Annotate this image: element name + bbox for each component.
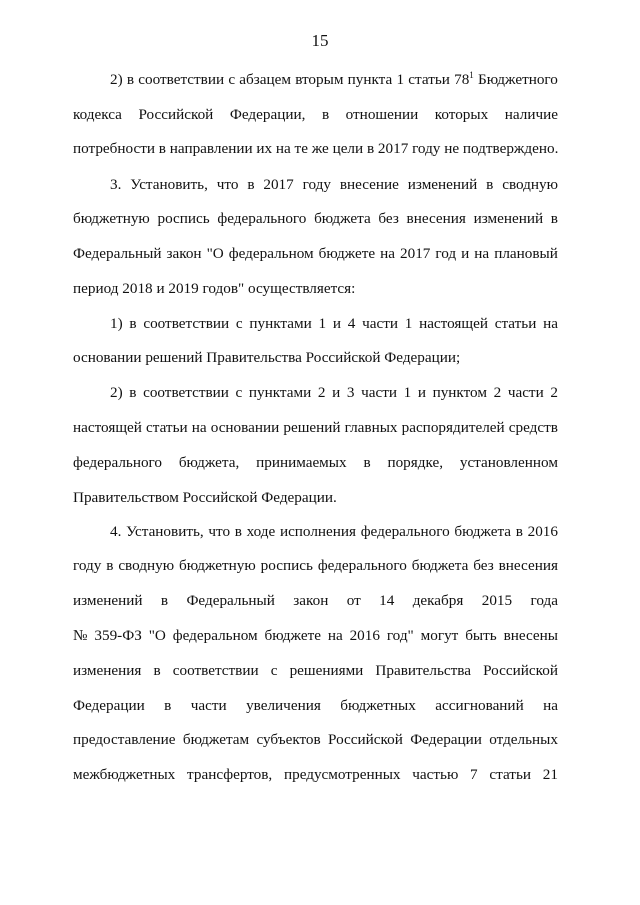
word: 2017 [400, 245, 431, 262]
word: закон [293, 592, 329, 609]
word: Правительства [375, 662, 471, 679]
word: в [129, 384, 137, 401]
word: Федерации [410, 731, 482, 748]
word: могут [420, 627, 459, 644]
word: с [228, 71, 236, 88]
word: статьи [489, 766, 531, 783]
word: быть [465, 627, 497, 644]
word: предусмотренных [283, 766, 401, 783]
text-line [73, 626, 558, 646]
word: год" [386, 627, 414, 644]
word: бюджетную [178, 557, 256, 574]
word: сводную [502, 176, 558, 193]
word: что [208, 523, 231, 540]
word: и [461, 245, 470, 262]
word: и [332, 384, 341, 401]
word: соответствии [138, 71, 225, 88]
word: частью [412, 766, 459, 783]
word: 1 [404, 315, 413, 332]
word: и [417, 384, 426, 401]
word: на [543, 315, 558, 332]
word: 2) [110, 384, 123, 401]
word: 2017 [263, 176, 294, 193]
text-line [73, 453, 558, 473]
word: пунктами [249, 315, 312, 332]
word: изменений [407, 176, 478, 193]
word: в [106, 557, 114, 574]
word: пунктами [248, 384, 312, 401]
word: изменений [73, 592, 143, 609]
word: трансфертов, [187, 766, 273, 783]
word: Российской [328, 731, 403, 748]
word: соответствии [143, 315, 230, 332]
word: пункта [347, 71, 393, 88]
word: увеличения [246, 697, 321, 714]
word: изменения [73, 662, 142, 679]
word: ходе [246, 523, 276, 540]
word: в [153, 662, 161, 679]
word: сводную [118, 557, 175, 574]
word: исполнения [279, 523, 357, 540]
text-line: Правительством Российской Федерации. [73, 489, 337, 506]
text-line [73, 730, 558, 750]
word: части [361, 384, 397, 401]
page-number: 15 [311, 31, 329, 50]
word: 14 [379, 592, 395, 609]
word: внесены [503, 627, 558, 644]
word: 21 [542, 766, 558, 783]
text-line [73, 105, 558, 125]
text-line [73, 591, 558, 611]
word: которых [434, 106, 489, 123]
word: Федерации, [229, 106, 306, 123]
word: части [190, 697, 227, 714]
word: 3 [346, 384, 355, 401]
word: соответствии [172, 662, 259, 679]
word: "О [206, 245, 224, 262]
word: части [362, 315, 398, 332]
word: статьи [408, 71, 450, 88]
word: на [380, 245, 395, 262]
word: распорядителей [401, 419, 505, 436]
text-line [110, 70, 558, 90]
word: Федеральный [73, 245, 162, 262]
text-line [110, 383, 558, 403]
word: в [126, 71, 135, 88]
word: бюджета, [178, 454, 240, 471]
word: федерального [217, 210, 307, 227]
word: 1 [396, 71, 405, 88]
word: 2016 [527, 523, 558, 540]
word: без [473, 557, 494, 574]
word: бюджетных [340, 697, 416, 714]
text-line [73, 244, 558, 264]
word: Федеральный [186, 592, 275, 609]
word: федеральном [172, 627, 258, 644]
word: 2 [317, 384, 326, 401]
word: в [486, 176, 494, 193]
word: вторым [295, 71, 344, 88]
word: бюджете [318, 245, 376, 262]
word: в [247, 176, 255, 193]
word: 359-ФЗ [94, 627, 142, 644]
word: федерального [360, 523, 450, 540]
word: бюджета [454, 523, 512, 540]
text-line [110, 175, 558, 195]
word: 1 [318, 315, 327, 332]
word: отдельных [489, 731, 558, 748]
word: от [346, 592, 361, 609]
word: в [234, 523, 242, 540]
word: 1 [403, 384, 412, 401]
word: в [363, 454, 371, 471]
word: "О [148, 627, 166, 644]
word: 2016 [349, 627, 380, 644]
word: основании [210, 419, 280, 436]
word: без [378, 210, 399, 227]
word: бюджета [314, 210, 371, 227]
text-line [73, 556, 558, 576]
word: роспись [260, 557, 313, 574]
text-line [110, 522, 558, 542]
word: в [129, 315, 137, 332]
word: предоставление [73, 731, 176, 748]
word: внесение [339, 176, 399, 193]
text-line: основании решений Правительства Российской Федерации; [73, 349, 461, 366]
word: году [302, 176, 331, 193]
word: Бюджетного [478, 71, 558, 88]
word: части [507, 384, 544, 401]
word: ассигнований [435, 697, 524, 714]
word: средств [508, 419, 558, 436]
word: пунктом [432, 384, 487, 401]
word: 2 [550, 384, 558, 401]
word: главных [344, 419, 398, 436]
word: года [530, 592, 558, 609]
word: 2015 [481, 592, 513, 609]
word: году [73, 557, 102, 574]
word: отношении [345, 106, 419, 123]
text-line [110, 314, 558, 334]
text-line: период 2018 и 2019 годов" осуществляется: [73, 280, 356, 297]
word: с [270, 662, 278, 679]
word: 1) [110, 315, 123, 332]
word: Российской [138, 106, 214, 123]
word: $78^1$ [454, 69, 474, 88]
word: 4. [110, 523, 122, 540]
word: решениями [289, 662, 364, 679]
word: установленном [459, 454, 558, 471]
word: Установить, [130, 176, 208, 193]
word: 2) [110, 71, 123, 88]
word: в [160, 592, 169, 609]
word: Федерации [73, 697, 145, 714]
word: декабря [412, 592, 464, 609]
word: 7 [470, 766, 478, 783]
word: изменений [473, 210, 544, 227]
word: Российской [483, 662, 558, 679]
word: что [216, 176, 239, 193]
text-line: потребности в направлении их на те же цели в 2017 году не подтверждено. [73, 140, 559, 157]
word: на [191, 419, 207, 436]
text-line [73, 209, 558, 229]
word: бюджетную [73, 210, 150, 227]
word: наличие [504, 106, 558, 123]
word: на [543, 697, 558, 714]
text-line [73, 418, 558, 438]
word: в [550, 210, 558, 227]
word: с [235, 384, 243, 401]
word: кодекса [73, 106, 122, 123]
word: федерального [73, 454, 162, 471]
word: настоящей [419, 315, 488, 332]
word: в [321, 106, 330, 123]
word: плановый [494, 245, 558, 262]
word: в [164, 697, 172, 714]
superscript: 1 [469, 69, 474, 80]
word: 4 [347, 315, 356, 332]
word: решений [283, 419, 341, 436]
word: настоящей [73, 419, 142, 436]
word: бюджетам [182, 731, 250, 748]
word: внесения [406, 210, 466, 227]
word: абзацем [239, 71, 291, 88]
word: на [474, 245, 490, 262]
word: на [327, 627, 343, 644]
text-line [73, 696, 558, 716]
text-line [73, 661, 558, 681]
word: год [435, 245, 457, 262]
word: порядке, [387, 454, 444, 471]
word: и [332, 315, 341, 332]
text-line [73, 765, 558, 785]
word: в [515, 523, 523, 540]
word: с [235, 315, 243, 332]
word: внесения [498, 557, 558, 574]
word: межбюджетных [73, 766, 176, 783]
word: федерального [317, 557, 407, 574]
word: бюджета [411, 557, 469, 574]
word: 2 [493, 384, 502, 401]
word: № [73, 627, 88, 644]
word: Установить, [126, 523, 204, 540]
word: субъектов [256, 731, 321, 748]
word: закон [166, 245, 202, 262]
word: статьи [146, 419, 188, 436]
word: бюджете [264, 627, 321, 644]
word: соответствии [143, 384, 229, 401]
word: принимаемых [256, 454, 347, 471]
word: роспись [157, 210, 210, 227]
word: 3. [110, 176, 122, 193]
word: статьи [494, 315, 537, 332]
word: федеральном [228, 245, 314, 262]
